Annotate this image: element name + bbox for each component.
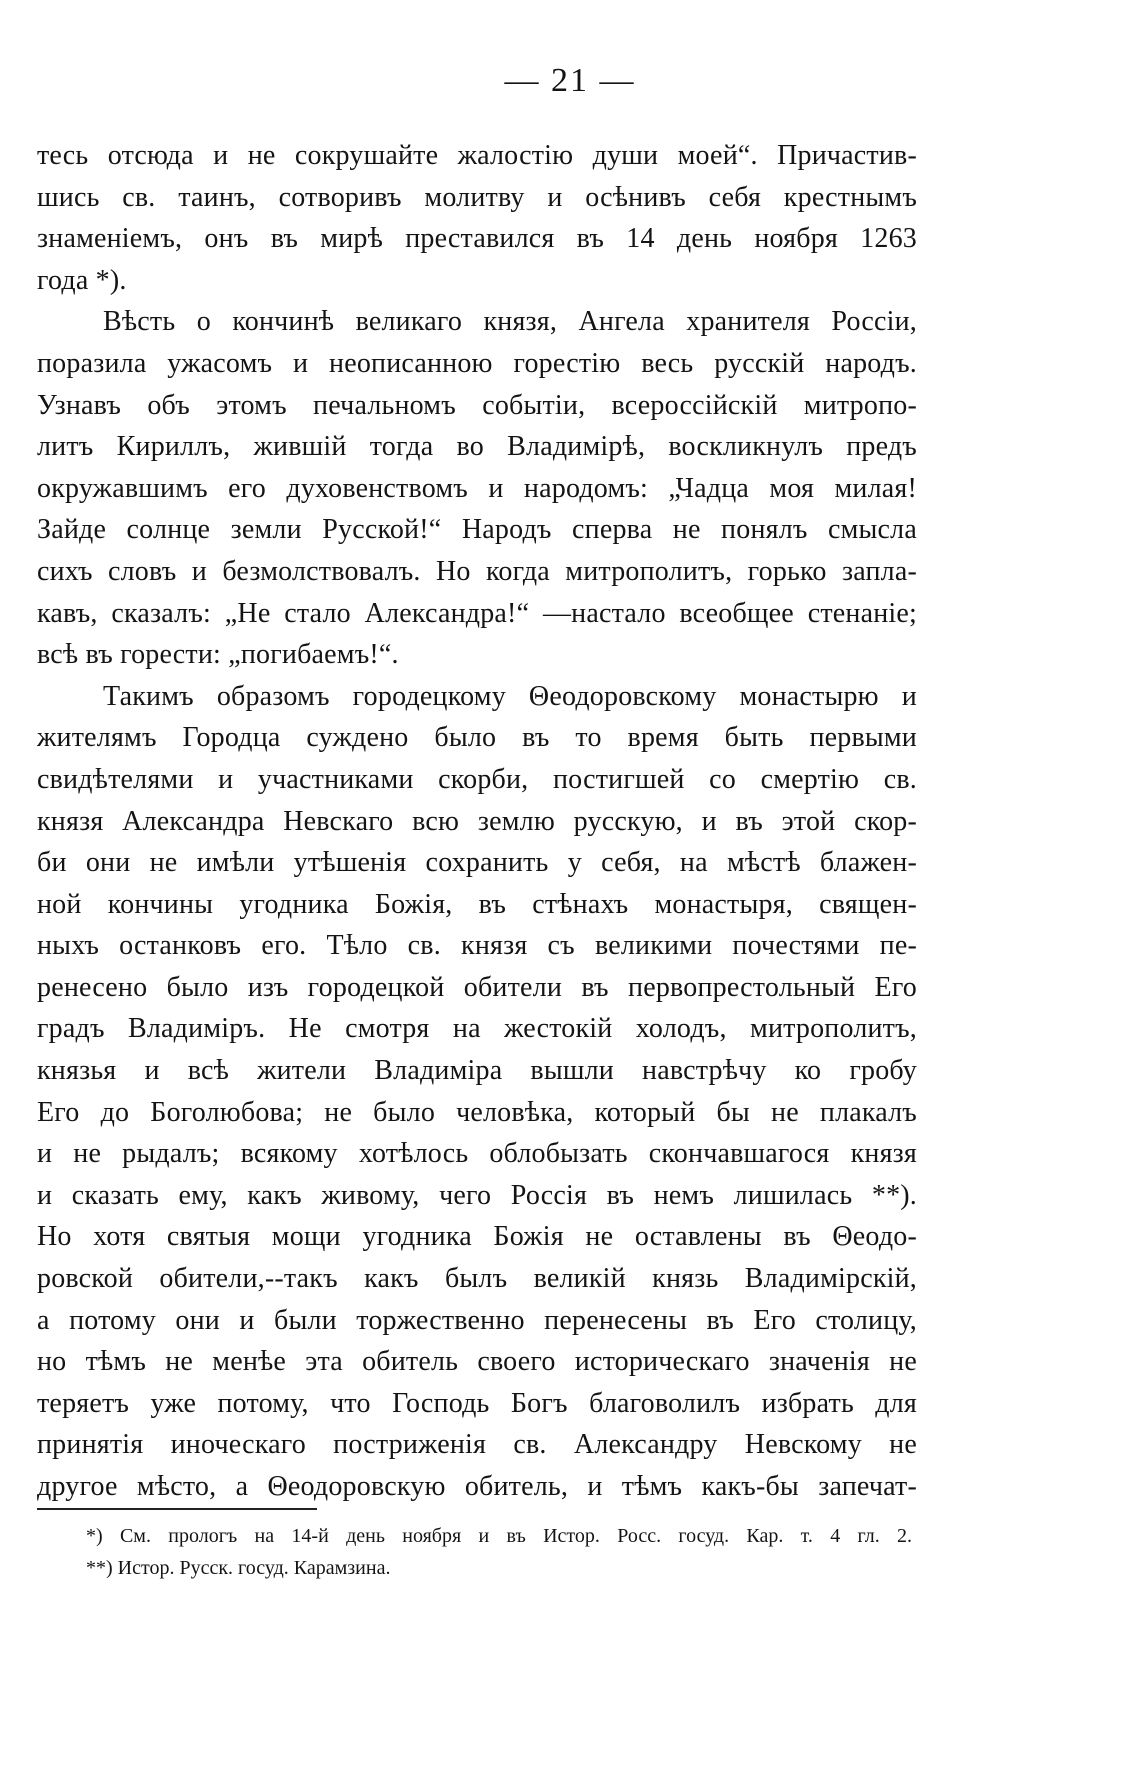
- text-line: и не рыдалъ; всякому хотѣлось облобызать скончавшагося князя: [37, 1138, 917, 1170]
- text-line: Такимъ образомъ городецкому Θеодоровскому монастырю и: [103, 680, 917, 712]
- text-line: поразила ужасомъ и неописанною горестію весь русскій народъ.: [37, 347, 917, 379]
- text-line: ной кончины угодника Божія, въ стѣнахъ монастыря, священ-: [37, 888, 917, 920]
- text-line: ныхъ останковъ его. Тѣло св. князя съ великими почестями пе-: [37, 930, 917, 962]
- text-line: шись св. таинъ, сотворивъ молитву и осѣнивъ себя крестнымъ: [37, 181, 917, 213]
- text-line: и сказать ему, какъ живому, чего Россія въ немъ лишилась **).: [37, 1179, 917, 1211]
- text-line: окружавшимъ его духовенствомъ и народомъ: „Чадца моя милая!: [37, 472, 917, 504]
- text-line: года *).: [37, 264, 127, 296]
- footnote-divider: [37, 1508, 317, 1510]
- text-line: Его до Боголюбова; не было человѣка, который бы не плакалъ: [37, 1096, 917, 1128]
- text-line: Узнавъ объ этомъ печальномъ событіи, всероссійскій митропо-: [37, 389, 917, 421]
- text-line: всѣ въ горести: „погибаемъ!“.: [37, 639, 399, 671]
- footnote: **) Истор. Русск. госуд. Карамзина.: [86, 1557, 391, 1579]
- text-line: Зайде солнце земли Русской!“ Народъ сперва не понялъ смысла: [37, 514, 917, 546]
- text-line: другое мѣсто, а Θеодоровскую обитель, и тѣмъ какъ-бы запечат-: [37, 1471, 917, 1502]
- text-line: князья и всѣ жители Владиміра вышли навстрѣчу ко гробу: [37, 1055, 917, 1087]
- text-line: кавъ, сказалъ: „Не стало Александра!“ —настало всеобщее стенаніе;: [37, 597, 917, 629]
- text-line: а потому они и были торжественно перенесены въ Его столицу,: [37, 1304, 917, 1336]
- text-line: Но хотя святыя мощи угодника Божія не оставлены въ Θеодо-: [37, 1221, 917, 1253]
- text-line: тесь отсюда и не сокрушайте жалостію души моей“. Причастив-: [37, 140, 917, 171]
- text-line: знаменіемъ, онъ въ мирѣ преставился въ 14 день ноября 1263: [37, 223, 917, 255]
- page-number: — 21 —: [504, 62, 636, 99]
- text-line: сихъ словъ и безмолствовалъ. Но когда митрополитъ, горько запла-: [37, 555, 917, 587]
- text-line: свидѣтелями и участниками скорби, постигшей со смертію св.: [37, 763, 917, 795]
- text-line: ренесено было изъ городецкой обители въ первопрестольный Его: [37, 971, 917, 1003]
- text-line: принятія иноческаго постриженія св. Александру Невскому не: [37, 1429, 917, 1461]
- text-line: князя Александра Невскаго всю землю русскую, и въ этой скор-: [37, 805, 917, 837]
- text-line: но тѣмъ не менѣе эта обитель своего историческаго значенія не: [37, 1346, 917, 1378]
- text-line: градъ Владиміръ. Не смотря на жестокій холодъ, митрополитъ,: [37, 1013, 917, 1045]
- text-line: би они не имѣли утѣшенія сохранить у себя, на мѣстѣ блажен-: [37, 847, 917, 879]
- text-line: литъ Кириллъ, жившій тогда во Владимірѣ, воскликнулъ предъ: [37, 431, 917, 463]
- text-line: Вѣсть о кончинѣ великаго князя, Ангела хранителя Россіи,: [103, 306, 917, 338]
- text-line: ровской обители,--такъ какъ былъ великій князь Владимірскій,: [37, 1263, 917, 1295]
- footnotes: [86, 1520, 912, 1584]
- text-line: теряетъ уже потому, что Господь Богъ благоволилъ избрать для: [37, 1387, 917, 1419]
- main-text: [37, 135, 917, 1508]
- footnote: *) См. прологъ на 14-й день ноября и въ Истор. Росс. госуд. Кар. т. 4 гл. 2.: [86, 1525, 912, 1547]
- text-line: жителямъ Городца суждено было въ то время быть первыми: [37, 722, 917, 754]
